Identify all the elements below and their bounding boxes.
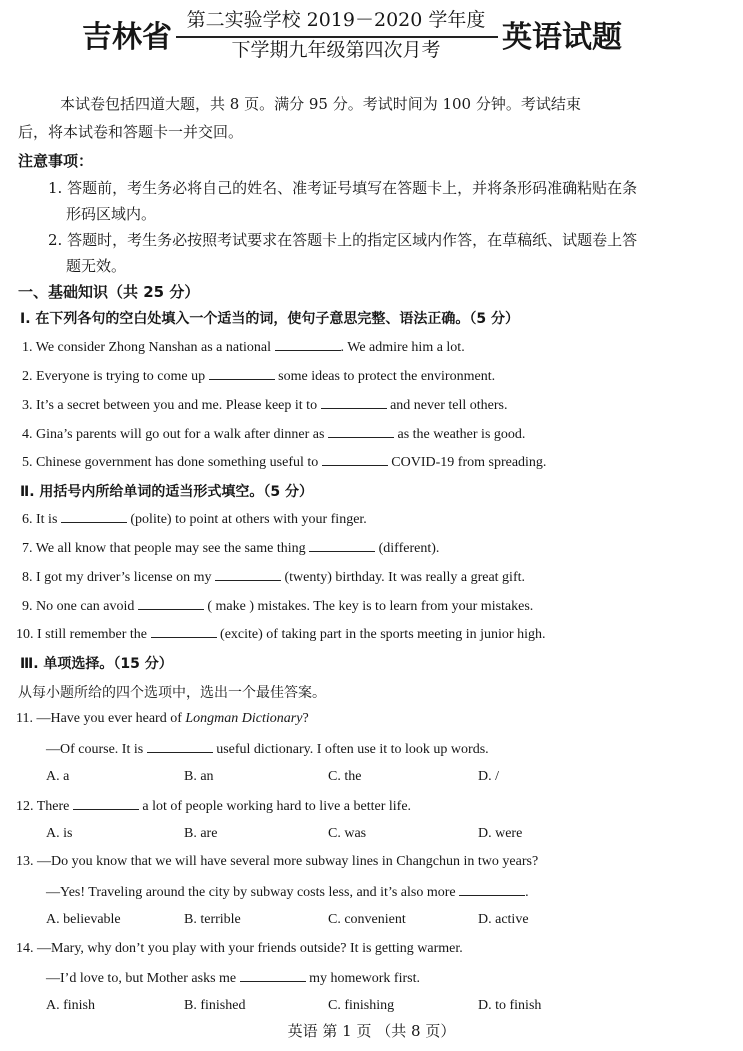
answer-blank-3[interactable] (321, 396, 387, 409)
q14-option-b[interactable]: B. finished (184, 998, 246, 1013)
sec1-heading: Ⅰ. 在下列各句的空白处填入一个适当的词，使句子意思完整、语法正确。（5 分） (20, 311, 520, 327)
notes-item2-line1: 2. 答题时，考生务必按照考试要求在答题卡上的指定区域内作答，在草稿纸、试题卷上答 (48, 231, 638, 249)
page-footer: 英语 第 1 页 （共 8 页） (287, 1022, 456, 1040)
question-9: 9. No one can avoid ( make ) mistakes. The key is to learn from your mistakes. (22, 599, 534, 614)
part1-heading: 一、基础知识（共 25 分） (18, 283, 200, 301)
answer-blank-10[interactable] (151, 625, 217, 638)
notes-item1-line2: 形码区域内。 (66, 205, 157, 223)
q14-option-d[interactable]: D. to finish (478, 998, 542, 1013)
question-3: 3. It’s a secret between you and me. Please keep it to and never tell others. (22, 398, 508, 413)
notes-heading: 注意事项： (18, 152, 94, 170)
question-2: 2. Everyone is trying to come up some ideas to protect the environment. (22, 369, 496, 384)
question-14-line2: —I’d love to, but Mother asks me my homework first. (46, 971, 420, 986)
title-province: 吉林省 (82, 20, 172, 55)
sec3-instruction: 从每小题所给的四个选项中，选出一个最佳答案。 (18, 685, 326, 701)
question-7: 7. We all know that people may see the same thing (different). (22, 541, 440, 556)
q11-option-b[interactable]: B. an (184, 769, 214, 784)
q11-option-a[interactable]: A. a (46, 769, 70, 784)
question-1: 1. We consider Zhong Nanshan as a national . We admire him a lot. (22, 340, 465, 355)
q13-option-b[interactable]: B. terrible (184, 912, 241, 927)
answer-blank-7[interactable] (309, 539, 375, 552)
answer-blank-4[interactable] (328, 425, 394, 438)
intro-line2: 后，将本试卷和答题卡一并交回。 (18, 123, 244, 141)
q13-option-a[interactable]: A. believable (46, 912, 121, 927)
sec2-heading: Ⅱ. 用括号内所给单词的适当形式填空。（5 分） (20, 484, 314, 500)
notes-item1-line1: 1. 答题前，考生务必将自己的姓名、准考证号填写在答题卡上，并将条形码准确粘贴在条 (48, 179, 638, 197)
sec3-heading: Ⅲ. 单项选择。（15 分） (20, 656, 173, 672)
q12-option-c[interactable]: C. was (328, 826, 367, 841)
title-school-line2: 下学期九年级第四次月考 (231, 39, 441, 61)
answer-blank-11[interactable] (147, 740, 213, 753)
question-13-line2: —Yes! Traveling around the city by subway costs less, and it’s also more . (46, 885, 529, 900)
question-12-line1: 12. There a lot of people working hard to live a better life. (16, 799, 412, 814)
answer-blank-2[interactable] (209, 367, 275, 380)
question-13-line1: 13. —Do you know that we will have several more subway lines in Changchun in two years? (16, 854, 539, 869)
answer-blank-14[interactable] (240, 969, 306, 982)
intro-line1: 本试卷包括四道大题，共 8 页。满分 95 分。考试时间为 100 分钟。考试结束 (60, 95, 581, 113)
notes-item2-line2: 题无效。 (66, 257, 127, 275)
answer-blank-8[interactable] (215, 568, 281, 581)
question-4: 4. Gina’s parents will go out for a walk after dinner as as the weather is good. (22, 427, 526, 442)
question-6: 6. It is (polite) to point at others with your finger. (22, 512, 367, 527)
question-8: 8. I got my driver’s license on my (twenty) birthday. It was really a great gift. (22, 570, 526, 585)
q13-option-c[interactable]: C. convenient (328, 912, 406, 927)
q11-option-d[interactable]: D. / (478, 769, 499, 784)
q12-option-d[interactable]: D. were (478, 826, 523, 841)
q12-option-a[interactable]: A. is (46, 826, 73, 841)
answer-blank-5[interactable] (322, 453, 388, 466)
answer-blank-1[interactable] (275, 338, 341, 351)
answer-blank-9[interactable] (138, 597, 204, 610)
q14-option-a[interactable]: A. finish (46, 998, 95, 1013)
answer-blank-13[interactable] (459, 883, 525, 896)
question-11-line1: 11. —Have you ever heard of Longman Dictionary? (16, 711, 309, 726)
q14-option-c[interactable]: C. finishing (328, 998, 395, 1013)
q13-option-d[interactable]: D. active (478, 912, 529, 927)
question-10: 10. I still remember the (excite) of taking part in the sports meeting in junior high. (16, 627, 546, 642)
title-subject: 英语试题 (502, 20, 622, 55)
title-divider (176, 36, 498, 38)
answer-blank-6[interactable] (61, 510, 127, 523)
q11-option-c[interactable]: C. the (328, 769, 362, 784)
q12-option-b[interactable]: B. are (184, 826, 218, 841)
question-5: 5. Chinese government has done something useful to COVID-19 from spreading. (22, 455, 547, 470)
question-11-line2: —Of course. It is useful dictionary. I often use it to look up words. (46, 742, 489, 757)
answer-blank-12[interactable] (73, 797, 139, 810)
title-school-line1: 第二实验学校 2019－2020 学年度 (186, 9, 486, 31)
question-14-line1: 14. —Mary, why don’t you play with your friends outside? It is getting warmer. (16, 941, 463, 956)
